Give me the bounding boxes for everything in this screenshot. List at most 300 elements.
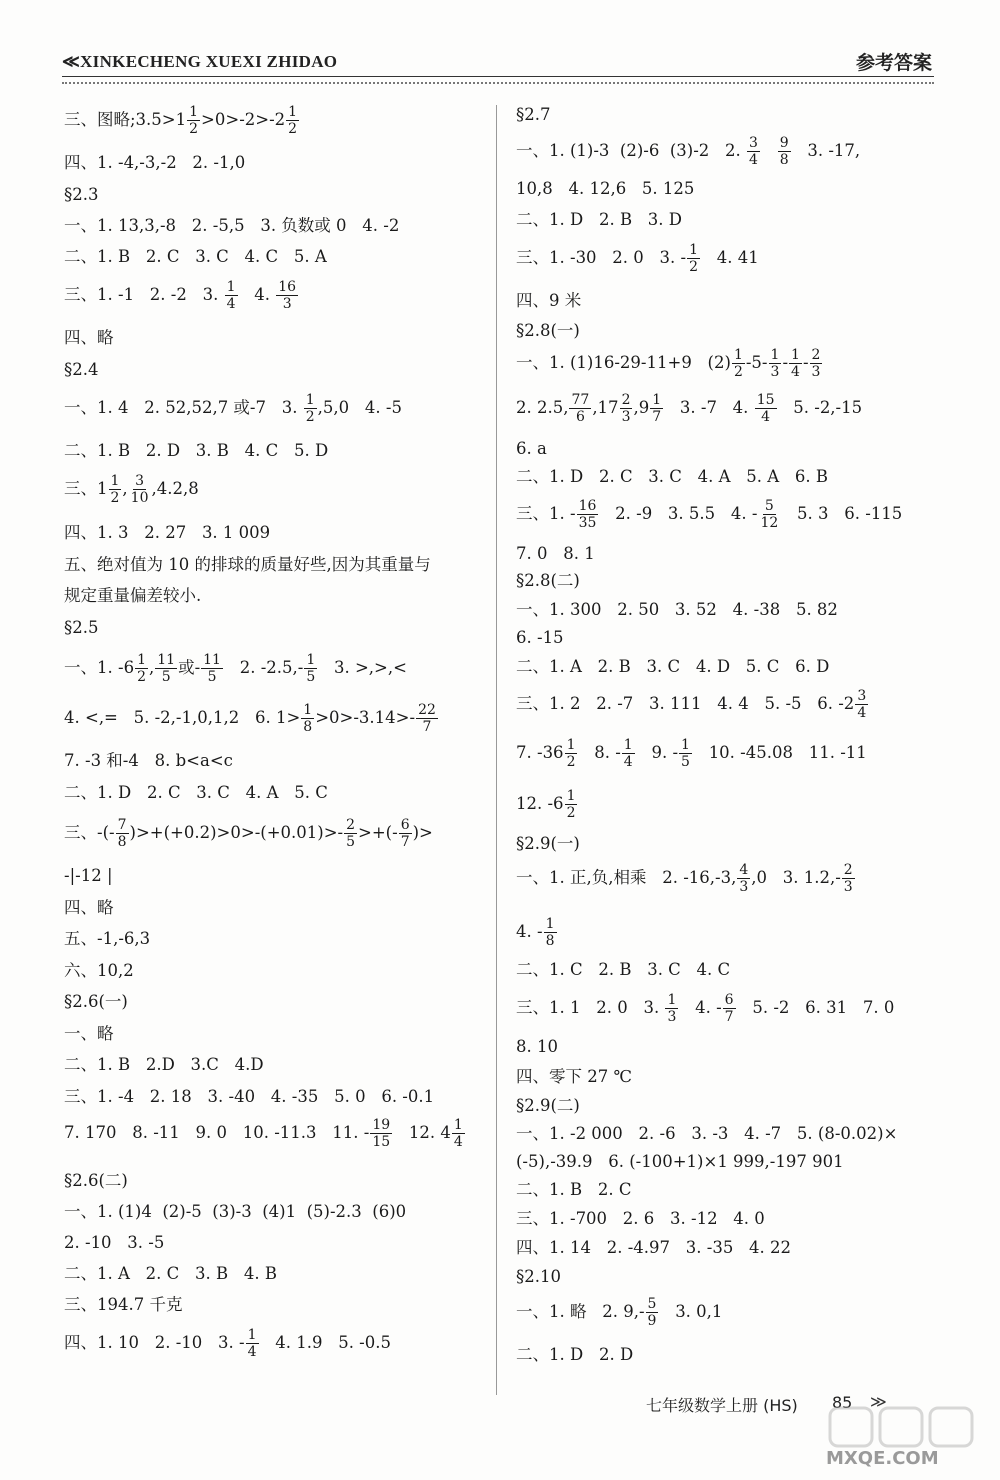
- answer-text: ,17: [592, 398, 619, 417]
- answer-line: [64, 1201, 406, 1223]
- answer-text: 4. <,= 5. -2,-1,0,1,2 6. 1>: [64, 708, 301, 727]
- fraction: [246, 1327, 259, 1360]
- fraction-numerator: 11: [157, 652, 176, 668]
- answer-text: 三、图略;3.5>1: [64, 110, 187, 129]
- chevron-right-icon: ≫: [870, 1392, 887, 1411]
- answer-text: 一、1. 正,负,相乘 2. -16,-3,: [516, 868, 737, 887]
- answer-line: [516, 570, 580, 592]
- answer-line: [516, 1344, 633, 1366]
- answer-text: 四、9 米: [516, 291, 582, 310]
- answer-text: 四、略: [64, 898, 114, 917]
- answer-text: 三、1. 1 2. 0 3.: [516, 998, 665, 1017]
- fraction-numerator: 1: [189, 104, 199, 120]
- answer-line: [516, 656, 829, 678]
- fraction-numerator: 16: [278, 279, 297, 295]
- answer-text: 2. -10 3. -5: [64, 1233, 165, 1252]
- fraction: [569, 392, 591, 425]
- fraction: [116, 817, 129, 850]
- answer-line: [64, 152, 245, 174]
- fraction: [679, 737, 692, 770]
- fraction-denominator: 8: [779, 152, 789, 168]
- answer-line: [64, 702, 439, 735]
- fraction-denominator: 35: [578, 515, 597, 531]
- fraction: [758, 498, 780, 531]
- answer-text: 三、-(-: [64, 823, 115, 842]
- answer-text: 一、1. 4 2. 52,52,7 或-7 3.: [64, 398, 303, 417]
- answer-line: [64, 585, 201, 607]
- answer-text: 二、1. A 2. B 3. C 4. D 5. C 6. D: [516, 657, 830, 676]
- answer-text: ,4.2,8: [151, 479, 199, 498]
- fraction-numerator: 16: [578, 498, 597, 514]
- answer-line: [64, 652, 407, 685]
- answer-text: 三、1. -30 2. 0 3. -: [516, 248, 687, 267]
- fraction-numerator: 1: [110, 473, 120, 489]
- fraction: [286, 104, 299, 137]
- answer-text: 二、1. B 2. C: [516, 1180, 632, 1199]
- answer-text: §2.9(一): [516, 834, 580, 853]
- fraction-numerator: 11: [203, 652, 221, 668]
- answer-line: [64, 1294, 182, 1316]
- answer-line: [516, 209, 682, 231]
- answer-line: [516, 992, 894, 1025]
- fraction-denominator: 4: [453, 1134, 463, 1150]
- header-dotted-rule: [62, 82, 934, 84]
- answer-line: [516, 1237, 791, 1259]
- answer-text: 二、1. B 2.D 3.C 4.D: [64, 1055, 264, 1074]
- answer-text: >0>-3.14>-: [315, 708, 416, 727]
- fraction-denominator: 3: [621, 409, 631, 425]
- fraction-numerator: 2: [843, 862, 853, 878]
- answer-line: [64, 1086, 434, 1108]
- fraction-numerator: 7: [117, 817, 127, 833]
- answer-text: 6. -15: [516, 628, 564, 647]
- fraction-denominator: 2: [189, 121, 199, 137]
- answer-line: [64, 279, 299, 312]
- fraction-numerator: 1: [288, 104, 298, 120]
- answer-line: [516, 290, 581, 312]
- answer-text: 5. 3 6. -115: [781, 504, 903, 523]
- answer-line: [516, 1123, 897, 1145]
- answer-line: [64, 392, 402, 425]
- answer-line: [64, 473, 199, 506]
- answer-line: [64, 960, 134, 982]
- answer-line: [516, 466, 828, 488]
- answer-text: §2.6(二): [64, 1171, 128, 1190]
- answer-text: 一、略: [64, 1024, 114, 1043]
- fraction-denominator: 5: [161, 669, 171, 685]
- answer-line: [516, 599, 838, 621]
- answer-line: [516, 627, 564, 649]
- fraction-numerator: 1: [623, 737, 633, 753]
- fraction-numerator: 1: [667, 992, 677, 1008]
- answer-text: ,: [122, 479, 128, 498]
- fraction: [650, 392, 663, 425]
- answer-text: 二、1. B 2. D 3. B 4. C 5. D: [64, 441, 329, 460]
- answer-text: 三、1. 2 2. -7 3. 111 4. 4 5. -5 6. -2: [516, 694, 855, 713]
- fraction-denominator: 4: [749, 152, 758, 168]
- answer-text: 四、略: [64, 328, 114, 347]
- fraction-numerator: 3: [135, 473, 145, 489]
- fraction: [565, 737, 578, 770]
- answer-text: >0>-2>-2: [201, 110, 286, 129]
- fraction: [304, 652, 317, 685]
- fraction-denominator: 4: [791, 364, 800, 380]
- answer-text: 4.: [238, 285, 276, 304]
- answer-line: [64, 782, 328, 804]
- fraction-denominator: 2: [566, 805, 576, 821]
- fraction: [577, 498, 599, 531]
- fraction-denominator: 3: [739, 879, 749, 895]
- fraction-denominator: 3: [811, 364, 821, 380]
- fraction: [129, 473, 151, 506]
- answer-line: [516, 1095, 580, 1117]
- fraction-numerator: 9: [779, 135, 789, 151]
- answer-text: 12. 4: [393, 1123, 451, 1142]
- fraction: [769, 347, 782, 380]
- answer-text: 4. 41: [701, 248, 759, 267]
- answer-line: [64, 1170, 128, 1192]
- fraction-numerator: 22: [418, 702, 436, 718]
- answer-line: [516, 104, 551, 126]
- answer-text: 五、-1,-6,3: [64, 929, 151, 948]
- fraction-denominator: 2: [137, 669, 146, 685]
- answer-text: 三、1: [64, 479, 108, 498]
- fraction-numerator: 1: [226, 279, 236, 295]
- fraction-numerator: 3: [749, 135, 758, 151]
- answer-text: 四、零下 27 ℃: [516, 1067, 632, 1086]
- fraction: [842, 862, 855, 895]
- fraction-denominator: 5: [346, 834, 356, 850]
- fraction-numerator: 1: [247, 1327, 257, 1343]
- fraction-numerator: 4: [739, 862, 749, 878]
- fraction: [778, 135, 791, 168]
- fraction-denominator: 6: [575, 409, 585, 425]
- fraction-denominator: 9: [647, 1313, 657, 1329]
- fraction: [544, 916, 557, 949]
- answer-text: 3. 0,1: [659, 1302, 723, 1321]
- fraction-numerator: 2: [811, 347, 821, 363]
- fraction-numerator: 2: [621, 392, 631, 408]
- fraction-numerator: 77: [571, 392, 590, 408]
- answer-line: [64, 1117, 466, 1150]
- answer-text: )>+(+0.2)>0>-(+0.01)>-: [129, 823, 344, 842]
- watermark-text: MXQE.COM: [826, 1448, 939, 1469]
- header-series-title: ≪XINKECHENG XUEXI ZHIDAO: [62, 52, 338, 71]
- fraction-numerator: 6: [724, 992, 734, 1008]
- fraction: [109, 473, 122, 506]
- answer-text: 一、1. -6: [64, 658, 135, 677]
- answer-text: 二、1. D 2. C 3. C 4. A 5. A 6. B: [516, 467, 829, 486]
- answer-text: ,: [148, 658, 155, 677]
- answer-line: [64, 928, 150, 950]
- answer-line: [64, 1232, 164, 1254]
- fraction-numerator: 19: [372, 1117, 391, 1133]
- header-rule: [62, 76, 934, 77]
- fraction-numerator: 1: [566, 737, 576, 753]
- answer-text: 一、1. 略 2. 9,-: [516, 1302, 645, 1321]
- answer-line: [516, 1151, 844, 1173]
- answer-line: [64, 184, 99, 206]
- answer-line: [64, 991, 128, 1013]
- fraction: [416, 702, 438, 735]
- fraction: [276, 279, 298, 312]
- answer-text: 2. -9 3. 5.5 4. -: [599, 504, 758, 523]
- answer-text: 二、1. D 2. D: [516, 1345, 634, 1364]
- fraction-numerator: 1: [137, 652, 146, 668]
- answer-text: §2.4: [64, 360, 99, 379]
- fraction: [135, 652, 148, 685]
- answer-text: 7. 170 8. -11 9. 0 10. -11.3 11. -: [64, 1123, 370, 1142]
- answer-text: §2.8(一): [516, 321, 580, 340]
- answer-text: 12. -6: [516, 794, 564, 813]
- fraction-denominator: 15: [372, 1134, 391, 1150]
- fraction-numerator: 1: [305, 392, 315, 408]
- answer-text: 7. -3 和-4 8. b<a<c: [64, 751, 233, 770]
- answer-text: 4. -: [516, 922, 543, 941]
- answer-line: [516, 862, 856, 895]
- fraction-denominator: 12: [760, 515, 779, 531]
- fraction-numerator: 1: [652, 392, 662, 408]
- answer-text: 10. -45.08 11. -11: [692, 743, 867, 762]
- fraction-numerator: 1: [791, 347, 800, 363]
- answer-text: 3. -7 4.: [664, 398, 754, 417]
- answer-line: [516, 392, 862, 425]
- fraction: [732, 347, 745, 380]
- fraction: [399, 817, 412, 850]
- answer-line: [64, 359, 99, 381]
- fraction-numerator: 1: [689, 242, 698, 258]
- answer-text: 四、1. 14 2. -4.97 3. -35 4. 22: [516, 1238, 792, 1257]
- fraction-numerator: 5: [764, 498, 774, 514]
- fraction: [187, 104, 200, 137]
- fraction: [646, 1296, 659, 1329]
- answer-line: [64, 440, 328, 462]
- fraction-denominator: 2: [288, 121, 298, 137]
- fraction: [810, 347, 823, 380]
- answer-text: -5-: [745, 353, 768, 372]
- answer-line: [516, 498, 902, 531]
- answer-text: 4. -: [679, 998, 722, 1017]
- fraction: [304, 392, 317, 425]
- answer-text: 一、1. (1)16-29-11+9 (2): [516, 353, 731, 372]
- answer-line: [64, 554, 431, 576]
- answer-line: [516, 178, 694, 200]
- answer-text: §2.5: [64, 618, 99, 637]
- answer-text: 三、194.7 千克: [64, 1295, 183, 1314]
- answer-line: [64, 750, 233, 772]
- answer-text: 一、1. 300 2. 50 3. 52 4. -38 5. 82: [516, 600, 838, 619]
- answer-text: ,0 3. 1.2,-: [751, 868, 841, 887]
- fraction: [755, 392, 777, 425]
- fraction-numerator: 1: [303, 702, 313, 718]
- answer-line: [516, 833, 580, 855]
- answer-line: [64, 215, 399, 237]
- answer-text: 3. >,>,<: [318, 658, 407, 677]
- fraction: [201, 652, 223, 685]
- fraction-numerator: 15: [756, 392, 775, 408]
- fraction-denominator: 3: [282, 296, 292, 312]
- fraction-denominator: 7: [652, 409, 662, 425]
- fraction-denominator: 10: [130, 490, 149, 506]
- answer-text: 四、1. -4,-3,-2 2. -1,0: [64, 153, 246, 172]
- answer-line: [64, 522, 270, 544]
- answer-text: 7. -36: [516, 743, 564, 762]
- answer-text: 一、1. 13,3,-8 2. -5,5 3. 负数或 0 4. -2: [64, 216, 400, 235]
- answer-text: -: [782, 353, 789, 372]
- answer-text: ,9: [633, 398, 650, 417]
- answer-text: §2.6(一): [64, 992, 128, 1011]
- answer-text: 3. -17,: [791, 141, 861, 160]
- fraction-denominator: 2: [689, 259, 698, 275]
- answer-text: 或-: [178, 658, 201, 677]
- fraction-denominator: 4: [623, 754, 633, 770]
- answer-text: 四、1. 3 2. 27 3. 1 009: [64, 523, 271, 542]
- answer-line: [64, 1263, 277, 1285]
- fraction-denominator: 4: [857, 705, 867, 721]
- answer-text: 四、1. 10 2. -10 3. -: [64, 1333, 245, 1352]
- answer-line: [516, 1036, 558, 1058]
- fraction: [789, 347, 802, 380]
- fraction-numerator: 1: [770, 347, 780, 363]
- answer-text: 三、1. -700 2. 6 3. -12 4. 0: [516, 1209, 765, 1228]
- fraction: [155, 652, 177, 685]
- fraction: [370, 1117, 392, 1150]
- fraction-numerator: 1: [681, 737, 690, 753]
- answer-line: [516, 1208, 765, 1230]
- answer-text: 二、1. B 2. C 3. C 4. C 5. A: [64, 247, 327, 266]
- fraction-denominator: 4: [226, 296, 236, 312]
- fraction-denominator: 7: [400, 834, 410, 850]
- answer-text: 二、1. D 2. C 3. C 4. A 5. C: [64, 783, 328, 802]
- column-divider: [496, 105, 497, 1395]
- fraction-denominator: 2: [733, 364, 743, 380]
- answer-text: 5. -2,-15: [777, 398, 863, 417]
- fraction-numerator: 3: [857, 688, 867, 704]
- answer-text: (-5),-39.9 6. (-100+1)×1 999,-197 901: [516, 1152, 844, 1171]
- fraction-denominator: 2: [305, 409, 315, 425]
- fraction-numerator: 1: [306, 652, 316, 668]
- answer-line: [516, 1266, 561, 1288]
- answer-line: [64, 1054, 264, 1076]
- fraction-denominator: 2: [566, 754, 576, 770]
- answer-line: [64, 865, 113, 887]
- answer-line: [516, 1179, 631, 1201]
- answer-text: 9. -: [635, 743, 679, 762]
- fraction-denominator: 3: [843, 879, 853, 895]
- answer-text: 4. 1.9 5. -0.5: [259, 1333, 392, 1352]
- answer-text: 二、1. A 2. C 3. B 4. B: [64, 1264, 277, 1283]
- fraction-numerator: 1: [545, 916, 555, 932]
- answer-line: [64, 104, 300, 137]
- answer-line: [64, 897, 114, 919]
- fraction: [665, 992, 678, 1025]
- answer-text: §2.7: [516, 105, 551, 124]
- answer-text: §2.8(二): [516, 571, 580, 590]
- answer-text: >+(-: [358, 823, 398, 842]
- answer-text: )>: [412, 823, 433, 842]
- answer-line: [516, 688, 869, 721]
- answer-line: [516, 737, 867, 770]
- fraction-denominator: 8: [545, 933, 555, 949]
- answer-text: -: [802, 353, 809, 372]
- fraction-numerator: 1: [453, 1117, 463, 1133]
- fraction-numerator: 1: [733, 347, 743, 363]
- answer-text: 规定重量偏差较小.: [64, 586, 202, 605]
- answer-text: §2.10: [516, 1267, 561, 1286]
- answer-text: 五、绝对值为 10 的排球的质量好些,因为其重量与: [64, 555, 431, 574]
- answer-line: [516, 135, 860, 168]
- fraction-numerator: 1: [566, 788, 576, 804]
- fraction-denominator: 4: [247, 1344, 257, 1360]
- answer-line: [64, 1023, 114, 1045]
- answer-line: [64, 327, 114, 349]
- answer-text: §2.3: [64, 185, 99, 204]
- answer-text: 7. 0 8. 1: [516, 544, 595, 563]
- answer-text: 8. 10: [516, 1037, 558, 1056]
- fraction-denominator: 5: [306, 669, 316, 685]
- answer-text: 2. 2.5,: [516, 398, 569, 417]
- answer-line: [516, 959, 730, 981]
- answer-line: [64, 246, 327, 268]
- fraction: [452, 1117, 465, 1150]
- fraction: [622, 737, 635, 770]
- answer-line: [64, 817, 433, 850]
- fraction-denominator: 2: [110, 490, 120, 506]
- footer-book-title: 七年级数学上册 (HS): [646, 1396, 798, 1415]
- fraction: [687, 242, 700, 275]
- fraction: [344, 817, 357, 850]
- fraction: [301, 702, 314, 735]
- answer-line: [516, 916, 558, 949]
- answer-text: 六、10,2: [64, 961, 134, 980]
- fraction-denominator: 8: [117, 834, 127, 850]
- fraction-denominator: 3: [770, 364, 780, 380]
- answer-text: ,5,0 4. -5: [317, 398, 402, 417]
- fraction: [747, 135, 760, 168]
- fraction: [620, 392, 633, 425]
- fraction-denominator: 3: [667, 1009, 677, 1025]
- answer-line: [64, 617, 99, 639]
- answer-text: 8. -: [578, 743, 621, 762]
- answer-text: 一、1. (1)4 (2)-5 (3)-3 (4)1 (5)-2.3 (6)0: [64, 1202, 407, 1221]
- fraction-numerator: 2: [346, 817, 356, 833]
- fraction-numerator: 5: [647, 1296, 657, 1312]
- fraction: [565, 788, 578, 821]
- answer-text: 二、1. D 2. B 3. D: [516, 210, 683, 229]
- fraction-denominator: 7: [724, 1009, 734, 1025]
- page-number: 85: [832, 1393, 853, 1412]
- fraction-numerator: 6: [400, 817, 410, 833]
- answer-line: [64, 1327, 391, 1360]
- answer-text: 三、1. -: [516, 504, 576, 523]
- answer-text: 2. -2.5,-: [223, 658, 304, 677]
- answer-text: 6. a: [516, 439, 547, 458]
- answer-line: [516, 320, 580, 342]
- fraction: [723, 992, 736, 1025]
- fraction: [855, 688, 868, 721]
- answer-line: [516, 242, 759, 275]
- answer-text: -|-12 |: [64, 866, 113, 885]
- fraction-denominator: 4: [761, 409, 771, 425]
- answer-line: [516, 347, 823, 380]
- fraction-denominator: 5: [207, 669, 217, 685]
- answer-line: [516, 1066, 632, 1088]
- header-section-title: 参考答案: [855, 52, 932, 74]
- answer-text: 三、1. -1 2. -2 3.: [64, 285, 224, 304]
- fraction-denominator: 7: [422, 719, 432, 735]
- answer-text: §2.9(二): [516, 1096, 580, 1115]
- answer-line: [516, 438, 547, 460]
